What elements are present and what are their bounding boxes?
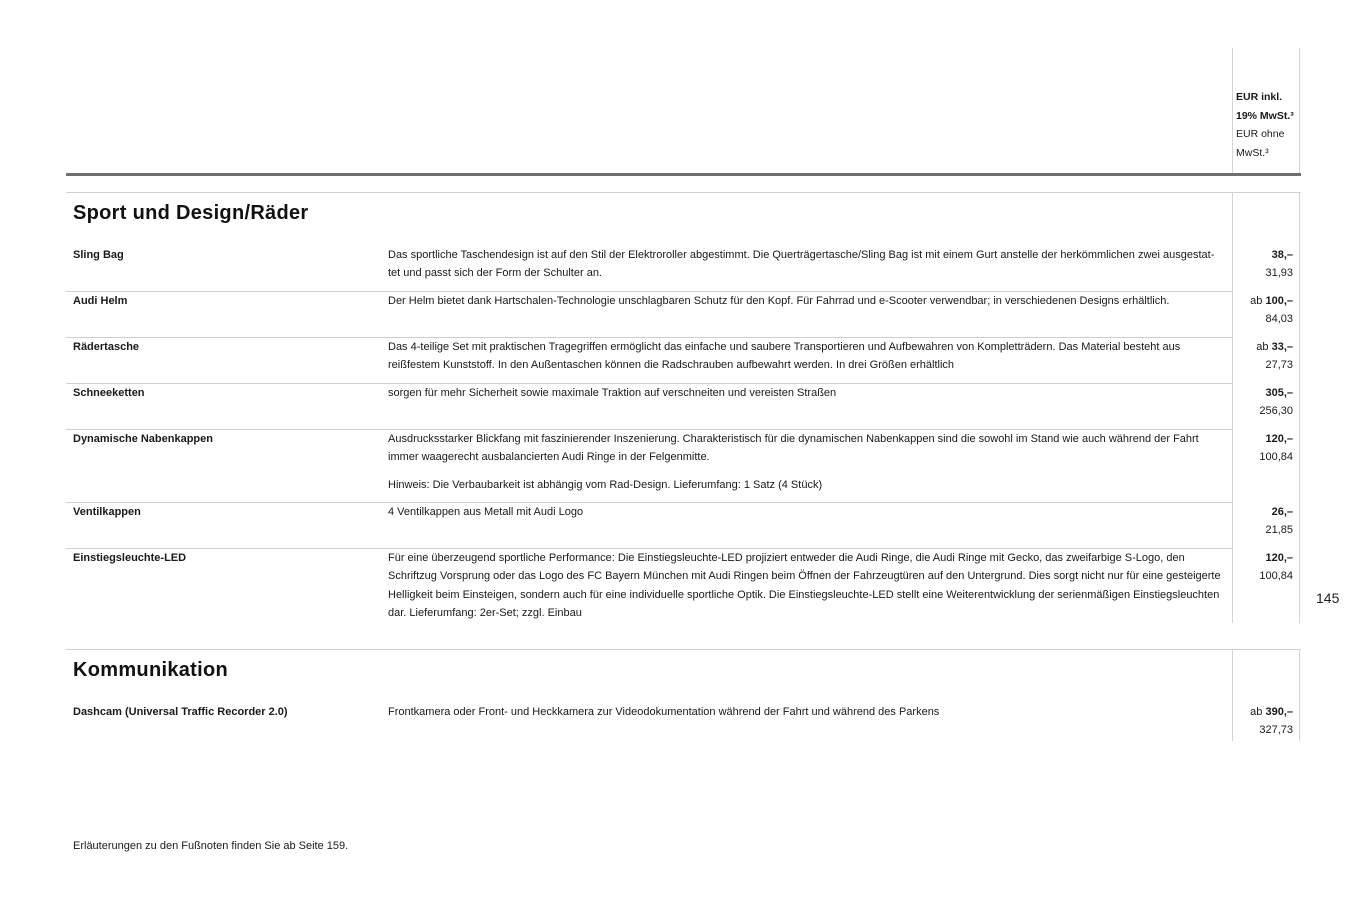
gross-price-header: EUR inkl. 19% MwSt.³	[1236, 91, 1294, 122]
description-text: Frontkamera oder Front- und Heckkamera zur Videodokumentation während der Fahrt und während des Parkens	[388, 706, 940, 718]
gross-price-value: 100,–	[1265, 295, 1293, 307]
product-price	[1232, 503, 1293, 540]
table-row	[66, 549, 1301, 624]
gross-price	[1232, 503, 1293, 521]
net-price: 327,73	[1259, 724, 1293, 737]
product-name: Dashcam (Universal Traffic Recorder 2.0)	[73, 706, 288, 718]
description-text: Für eine überzeugend sportliche Performance: Die Einstiegsleuchte-LED projiziert entweder die Audi Ringe, die Audi Ringe mit Gecko, das zweifarbige S-Logo, den Schriftzug Vorsprung oder das Logo des FC Bayern München mit Audi Ringen beim Öffnen der Fahrzeugtüren auf den Untergrund. Dies sorgt nicht nur für eine gesteigerte Helligkeit beim Einsteigen, sondern auch für eine individuelle sportliche Optik. Die Einstiegsleuchte-LED stellt eine Weiterentwicklung der serienmäßigen Einstiegsleuchten dar. Lieferumfang: 2er-Set; zzgl. Einbau	[388, 552, 1221, 619]
product-name: Einstiegsleuchte-LED	[73, 552, 187, 564]
description-text: Ausdrucksstarker Blickfang mit faszinierender Inszenierung. Charakteristisch für die dynamischen Nabenkappen sind die sowohl im Stand wie auch während der Fahrt immer waagerecht ausbalancierten Audi Ringe in der Felgenmitte.	[388, 433, 1199, 464]
gross-price	[1232, 246, 1293, 264]
net-price: 31,93	[1265, 267, 1293, 280]
product-name: Schneeketten	[73, 387, 145, 399]
product-name: Audi Helm	[73, 295, 128, 307]
price-column-header	[1232, 48, 1300, 174]
header-rule	[66, 173, 1301, 176]
net-price-header: EUR ohne MwSt.³	[1236, 128, 1285, 159]
net-price: 27,73	[1265, 359, 1293, 372]
description-text: Das 4-teilige Set mit praktischen Tragegriffen ermöglicht das einfache und saubere Transportieren und Aufbewahren von Kompletträdern. Das Material besteht aus reißfestem Kunststoff. In den Außentaschen können die Radschrauben aufbewahrt werden. In drei Größen erhältlich	[388, 341, 1181, 372]
description-text: 4 Ventilkappen aus Metall mit Audi Logo	[388, 506, 584, 518]
product-description	[388, 384, 1222, 402]
product-price	[1232, 246, 1293, 283]
product-price	[1232, 384, 1293, 421]
net-price: 100,84	[1259, 570, 1293, 583]
gross-price	[1232, 549, 1293, 567]
description-text: Der Helm bietet dank Hartschalen-Technologie unschlagbaren Schutz für den Kopf. Für Fahrrad und e-Scooter verwendbar; in verschiedenen Designs erhältlich.	[388, 295, 1170, 307]
table-row	[66, 246, 1301, 292]
gross-price-value: 120,–	[1265, 552, 1293, 564]
description-note: Hinweis: Die Verbaubarkeit ist abhängig vom Rad-Design. Lieferumfang: 1 Satz (4 Stück)	[388, 478, 823, 491]
net-price: 256,30	[1259, 405, 1293, 418]
product-name: Rädertasche	[73, 341, 140, 353]
product-price	[1232, 338, 1293, 375]
table-row	[66, 292, 1301, 338]
table-row	[66, 338, 1301, 384]
product-description	[388, 430, 1222, 494]
product-description	[388, 292, 1222, 310]
section-divider	[66, 192, 1301, 193]
gross-price-value: 33,–	[1271, 341, 1293, 353]
product-name: Sling Bag	[73, 249, 124, 261]
page-number: 145	[1316, 590, 1340, 606]
gross-price-value: 26,–	[1271, 506, 1293, 518]
product-price	[1232, 430, 1293, 467]
net-price: 100,84	[1259, 451, 1293, 464]
description-text: sorgen für mehr Sicherheit sowie maximale Traktion auf verschneiten und vereisten Straßen	[388, 387, 837, 399]
table-row	[66, 703, 1301, 742]
table-row	[66, 384, 1301, 430]
section-kommunikation	[66, 649, 1301, 741]
footnote: Erläuterungen zu den Fußnoten finden Sie ab Seite 159.	[73, 840, 349, 852]
price-prefix: ab	[1256, 341, 1272, 353]
net-price: 84,03	[1265, 313, 1293, 326]
product-description	[388, 338, 1222, 375]
description-text: Das sportliche Taschendesign ist auf den Stil der Elektroroller abgestimmt. Die Querträgertasche/Sling Bag ist mit einem Gurt anstelle der herkömmlichen zwei ausgestattet und passt sich der Form der Schulter an.	[388, 249, 1215, 280]
gross-price-value: 305,–	[1265, 387, 1293, 399]
product-price	[1232, 703, 1293, 740]
gross-price	[1232, 292, 1293, 310]
table-row	[66, 503, 1301, 549]
product-description	[388, 703, 1222, 721]
product-price	[1232, 292, 1293, 329]
gross-price-value: 390,–	[1265, 706, 1293, 718]
section-sport-design	[66, 192, 1301, 623]
section-divider	[66, 649, 1301, 650]
product-name: Dynamische Nabenkappen	[73, 433, 213, 445]
gross-price	[1232, 384, 1293, 402]
product-description	[388, 549, 1222, 622]
price-prefix: ab	[1250, 706, 1266, 718]
gross-price	[1232, 338, 1293, 356]
product-name: Ventilkappen	[73, 506, 141, 518]
product-description	[388, 246, 1222, 283]
gross-price-value: 38,–	[1271, 249, 1293, 261]
table-row	[66, 430, 1301, 503]
gross-price	[1232, 430, 1293, 448]
net-price: 21,85	[1265, 524, 1293, 537]
section-title: Kommunikation	[73, 659, 229, 681]
gross-price	[1232, 703, 1293, 721]
product-description	[388, 503, 1222, 521]
gross-price-value: 120,–	[1265, 433, 1293, 445]
price-prefix: ab	[1250, 295, 1266, 307]
section-title: Sport und Design/Räder	[73, 202, 309, 224]
product-price	[1232, 549, 1293, 586]
